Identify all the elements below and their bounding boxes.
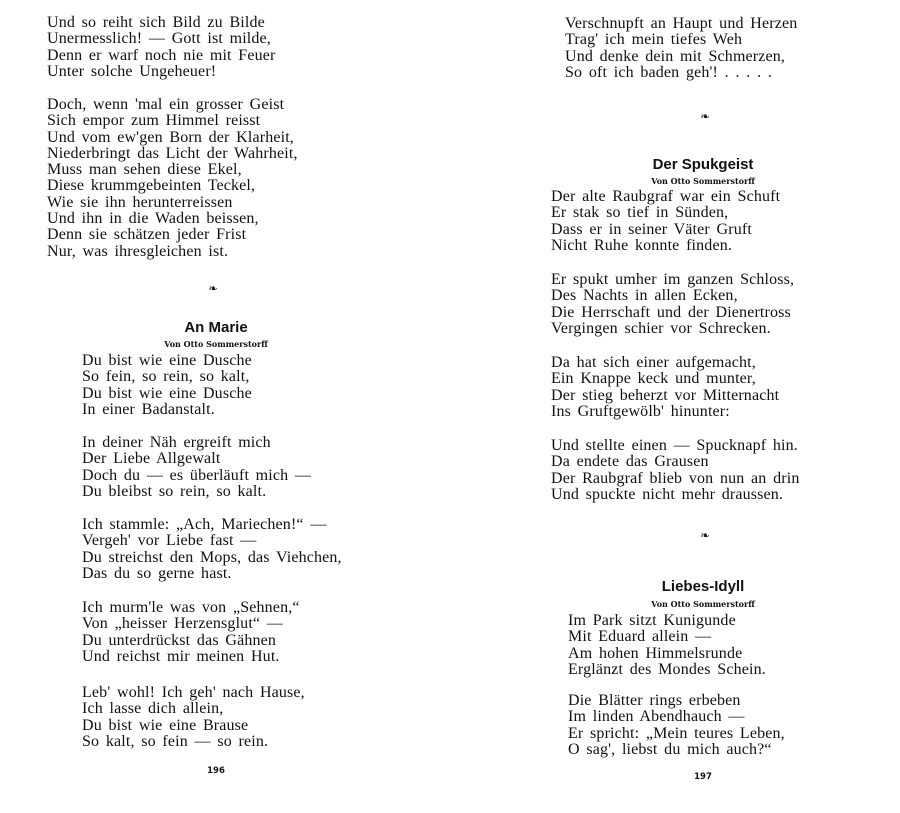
verse-line: Von „heisser Herzensglut“ — bbox=[82, 615, 283, 633]
ornament-icon: ❧ bbox=[700, 530, 710, 542]
verse-line: Ein Knappe keck und munter, bbox=[551, 370, 756, 388]
verse-line: Und spuckte nicht mehr draussen. bbox=[551, 485, 784, 503]
verse-line: Er spricht: „Mein teures Leben, bbox=[568, 724, 785, 742]
verse-line: Der alte Raubgraf war ein Schuft bbox=[551, 188, 781, 205]
verse-line: Und reichst mir meinen Hut. bbox=[82, 647, 280, 665]
page-number: 197 bbox=[694, 772, 712, 782]
verse-line: Da hat sich einer aufgemacht, bbox=[551, 354, 756, 371]
ornament-icon: ❧ bbox=[208, 283, 218, 295]
stanza bbox=[47, 97, 298, 260]
verse-line: Du bleibst so rein, so kalt. bbox=[82, 482, 267, 500]
verse-line: Muss man sehen diese Ekel, bbox=[47, 161, 242, 179]
stanza bbox=[551, 355, 779, 420]
verse-line: Und stellte einen — Spucknapf hin. bbox=[551, 437, 798, 454]
stanza bbox=[82, 353, 252, 418]
verse-line: Der Raubgraf blieb von nun an drin bbox=[551, 469, 800, 487]
verse-line: Du streichst den Mops, das Viehchen, bbox=[82, 548, 342, 566]
stanza bbox=[82, 517, 342, 582]
stanza bbox=[82, 435, 311, 500]
verse-line: Und denke dein mit Schmerzen, bbox=[565, 47, 786, 65]
verse-line: Nur, was ihresgleichen ist. bbox=[47, 242, 229, 260]
verse-line: Ich lasse dich allein, bbox=[82, 700, 224, 718]
verse-line: Die Blätter rings erbeben bbox=[568, 692, 741, 709]
stanza bbox=[551, 189, 780, 254]
verse-line: Das du so gerne hast. bbox=[82, 564, 232, 582]
page-number: 196 bbox=[207, 766, 225, 776]
verse-line: Vergingen schier vor Schrecken. bbox=[551, 319, 771, 337]
verse-line: Ich murm'le was von „Sehnen,“ bbox=[82, 599, 300, 616]
poem-byline: Von Otto Sommerstorff bbox=[651, 176, 755, 186]
poem-byline: Von Otto Sommerstorff bbox=[164, 339, 268, 349]
verse-line: Die Herrschaft und der Dienertross bbox=[551, 303, 791, 321]
verse-line: Am hohen Himmelsrunde bbox=[568, 644, 743, 662]
ornament-icon: ❧ bbox=[700, 111, 710, 123]
verse-line: Und so reiht sich Bild zu Bilde bbox=[47, 14, 265, 31]
stanza bbox=[82, 600, 300, 665]
verse-line: Diese krummgebeinten Teckel, bbox=[47, 177, 256, 195]
verse-line: Der Liebe Allgewalt bbox=[82, 450, 221, 468]
verse-line: Der stieg beherzt vor Mitternacht bbox=[551, 386, 780, 404]
verse-line: Er spukt umher im ganzen Schloss, bbox=[551, 271, 795, 288]
stanza bbox=[47, 15, 275, 80]
verse-line: In einer Badanstalt. bbox=[82, 400, 215, 418]
verse-line: So fein, so rein, so kalt, bbox=[82, 368, 250, 386]
verse-line: Unermesslich! — Gott ist milde, bbox=[47, 30, 271, 48]
verse-line: Denn er warf noch nie mit Feuer bbox=[47, 46, 276, 64]
stanza bbox=[568, 613, 766, 678]
verse-line: Doch du — es überläuft mich — bbox=[82, 466, 312, 484]
verse-line: Im linden Abendhauch — bbox=[568, 708, 745, 726]
verse-line: Du bist wie eine Dusche bbox=[82, 384, 252, 402]
verse-line: Leb' wohl! Ich geh' nach Hause, bbox=[82, 684, 305, 701]
verse-line: In deiner Näh ergreift mich bbox=[82, 434, 271, 451]
stanza bbox=[551, 272, 794, 337]
verse-line: Dass er in seiner Väter Gruft bbox=[551, 220, 752, 238]
verse-line: Erglänzt des Mondes Schein. bbox=[568, 660, 766, 678]
verse-line: So oft ich baden geh'! . . . . . bbox=[565, 63, 773, 81]
verse-line: Du unterdrückst das Gähnen bbox=[82, 631, 277, 649]
verse-line: Trag' ich mein tiefes Weh bbox=[565, 31, 743, 49]
verse-line: Ins Gruftgewölb' hinunter: bbox=[551, 402, 730, 420]
verse-line: Denn sie schätzen jeder Frist bbox=[47, 226, 247, 244]
verse-line: Ich stammle: „Ach, Mariechen!“ — bbox=[82, 516, 327, 533]
poem-title: Der Spukgeist bbox=[652, 156, 754, 173]
verse-line: So kalt, so fein — so rein. bbox=[82, 732, 269, 750]
poem-title: An Marie bbox=[184, 319, 248, 336]
verse-line: Du bist wie eine Dusche bbox=[82, 352, 252, 369]
verse-line: Er stak so tief in Sünden, bbox=[551, 204, 729, 222]
verse-line: Nicht Ruhe konnte finden. bbox=[551, 236, 732, 254]
verse-line: O sag', liebst du mich auch?“ bbox=[568, 740, 772, 758]
stanza bbox=[551, 438, 799, 503]
stanza bbox=[82, 685, 305, 750]
verse-line: Und vom ew'gen Born der Klarheit, bbox=[47, 128, 294, 146]
verse-line: Und ihn in die Waden beissen, bbox=[47, 210, 259, 228]
verse-line: Vergeh' vor Liebe fast — bbox=[82, 532, 257, 550]
verse-line: Du bist wie eine Brause bbox=[82, 716, 249, 734]
verse-line: Da endete das Grausen bbox=[551, 453, 709, 471]
verse-line: Niederbringt das Licht der Wahrheit, bbox=[47, 144, 298, 162]
verse-line: Mit Eduard allein — bbox=[568, 628, 712, 646]
verse-line: Sich empor zum Himmel reisst bbox=[47, 112, 261, 130]
verse-line: Wie sie ihn herunterreissen bbox=[47, 193, 233, 211]
verse-line: Verschnupft an Haupt und Herzen bbox=[565, 15, 798, 32]
poem-title: Liebes-Idyll bbox=[661, 578, 745, 595]
verse-line: Unter solche Ungeheuer! bbox=[47, 62, 217, 80]
poem-byline: Von Otto Sommerstorff bbox=[651, 599, 755, 609]
stanza bbox=[568, 693, 785, 758]
verse-line: Des Nachts in allen Ecken, bbox=[551, 287, 738, 305]
right-page bbox=[450, 0, 900, 813]
stanza bbox=[565, 16, 797, 81]
verse-line: Doch, wenn 'mal ein grosser Geist bbox=[47, 96, 285, 113]
verse-line: Im Park sitzt Kunigunde bbox=[568, 612, 736, 629]
